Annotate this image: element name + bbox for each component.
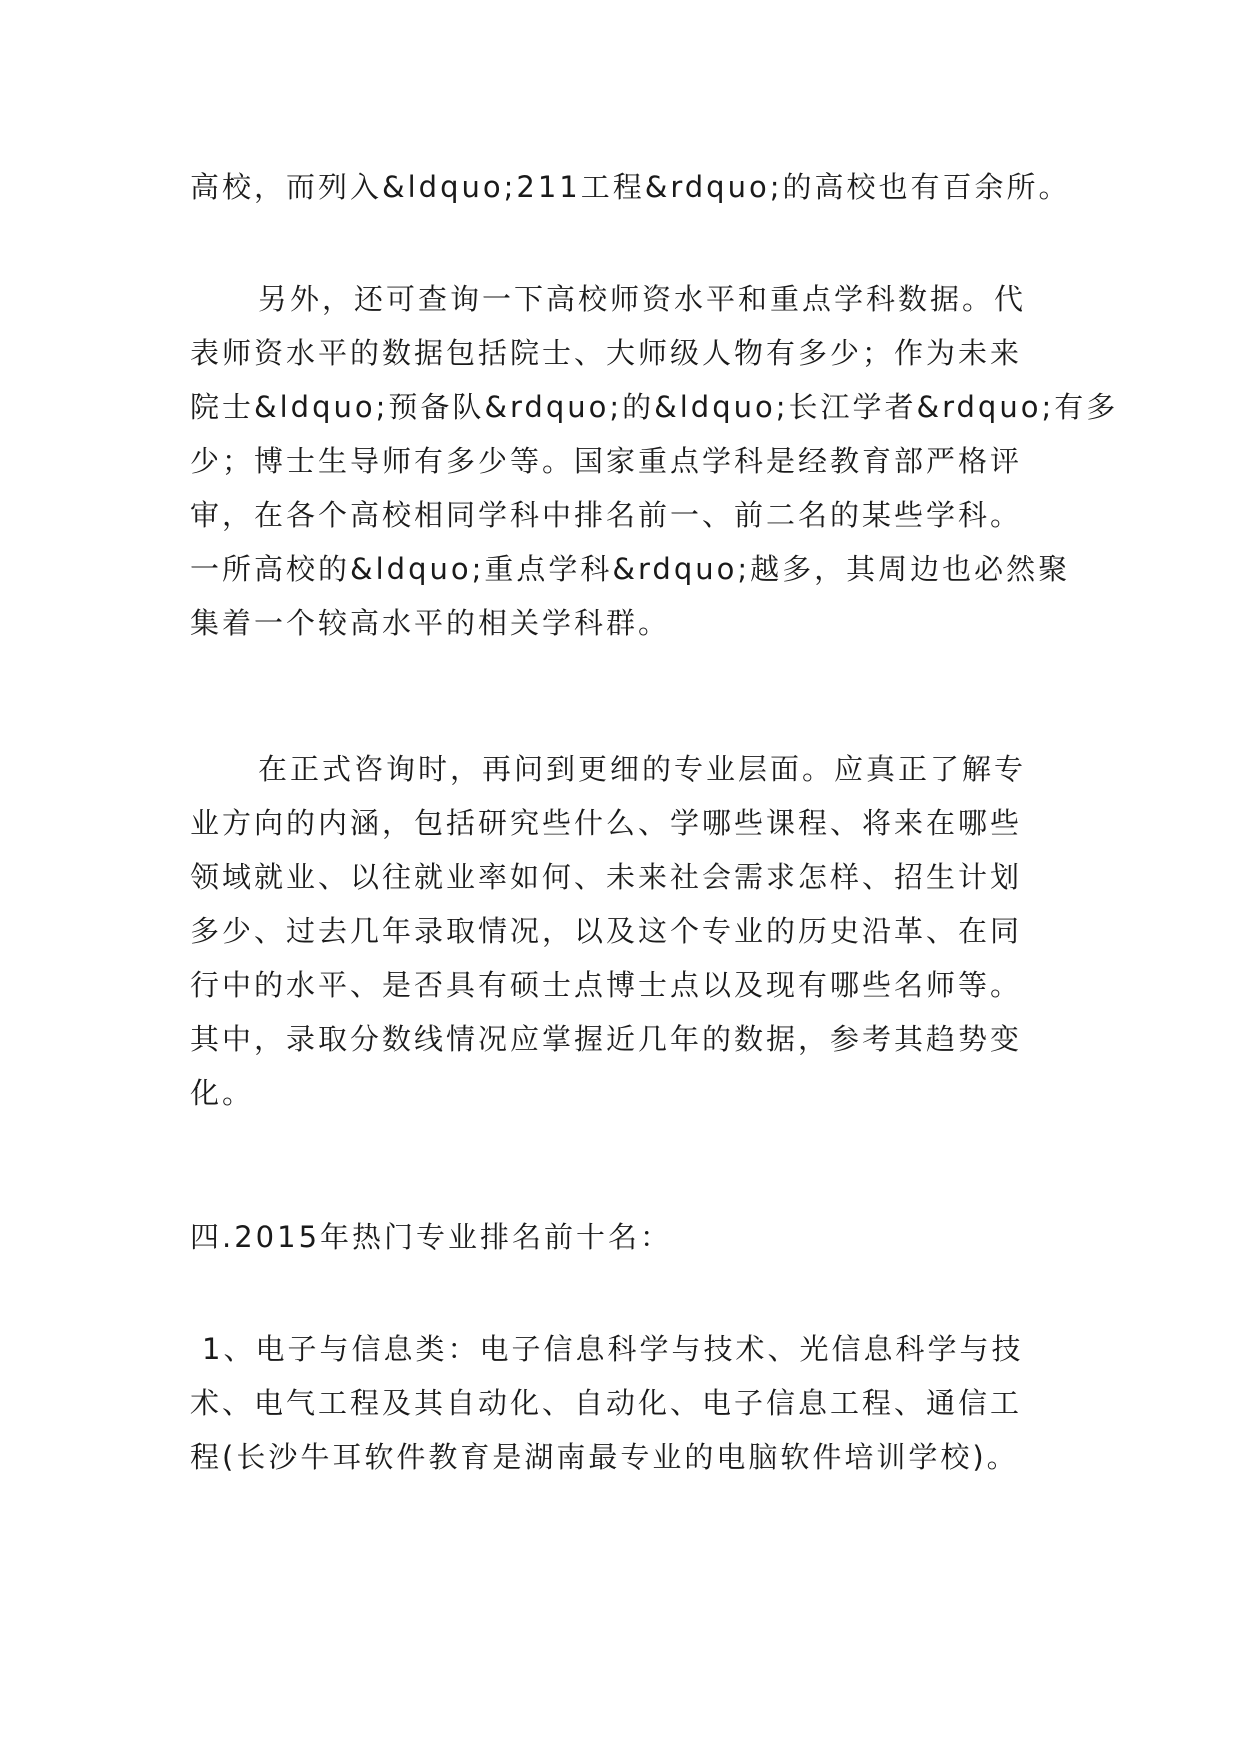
text-line: 在正式咨询时，再问到更细的专业层面。应真正了解专 (258, 752, 1027, 786)
text-line: 少；博士生导师有多少等。国家重点学科是经教育部严格评 (190, 444, 1023, 478)
text-line: 1、电子与信息类：电子信息科学与技术、光信息科学与技 (202, 1332, 1024, 1366)
text-line: 审，在各个高校相同学科中排名前一、前二名的某些学科。 (190, 498, 1023, 532)
text-line: 其中，录取分数线情况应掌握近几年的数据，参考其趋势变 (190, 1022, 1023, 1056)
text-line: 院士&ldquo;预备队&rdquo;的&ldquo;长江学者&rdquo;有多 (190, 390, 1119, 424)
section-heading-top-ten (190, 1210, 1070, 1264)
text-line: 表师资水平的数据包括院士、大师级人物有多少；作为未来 (190, 336, 1023, 370)
paragraph-electronics-info (190, 1322, 1070, 1484)
text-line: 多少、过去几年录取情况，以及这个专业的历史沿革、在同 (190, 914, 1023, 948)
text-line: 术、电气工程及其自动化、自动化、电子信息工程、通信工 (190, 1386, 1023, 1420)
text-line: 一所高校的&ldquo;重点学科&rdquo;越多，其周边也必然聚 (190, 552, 1071, 586)
paragraph-consultation (190, 742, 1070, 1120)
text-line: 集着一个较高水平的相关学科群。 (190, 606, 671, 640)
text-line: 高校，而列入&ldquo;211工程&rdquo;的高校也有百余所。 (190, 170, 1071, 204)
text-line: 领域就业、以往就业率如何、未来社会需求怎样、招生计划 (190, 860, 1023, 894)
text-line: 业方向的内涵，包括研究些什么、学哪些课程、将来在哪些 (190, 806, 1023, 840)
paragraph-faculty-disciplines (190, 272, 1119, 650)
text-line: 程(长沙牛耳软件教育是湖南最专业的电脑软件培训学校)。 (190, 1440, 1019, 1474)
paragraph-universities-211 (190, 160, 1070, 214)
text-line: 另外，还可查询一下高校师资水平和重点学科数据。代 (258, 282, 1027, 316)
section-heading: 四.2015年热门专业排名前十名： (190, 1220, 673, 1254)
text-line: 行中的水平、是否具有硕士点博士点以及现有哪些名师等。 (190, 968, 1023, 1002)
text-line: 化。 (190, 1076, 255, 1110)
